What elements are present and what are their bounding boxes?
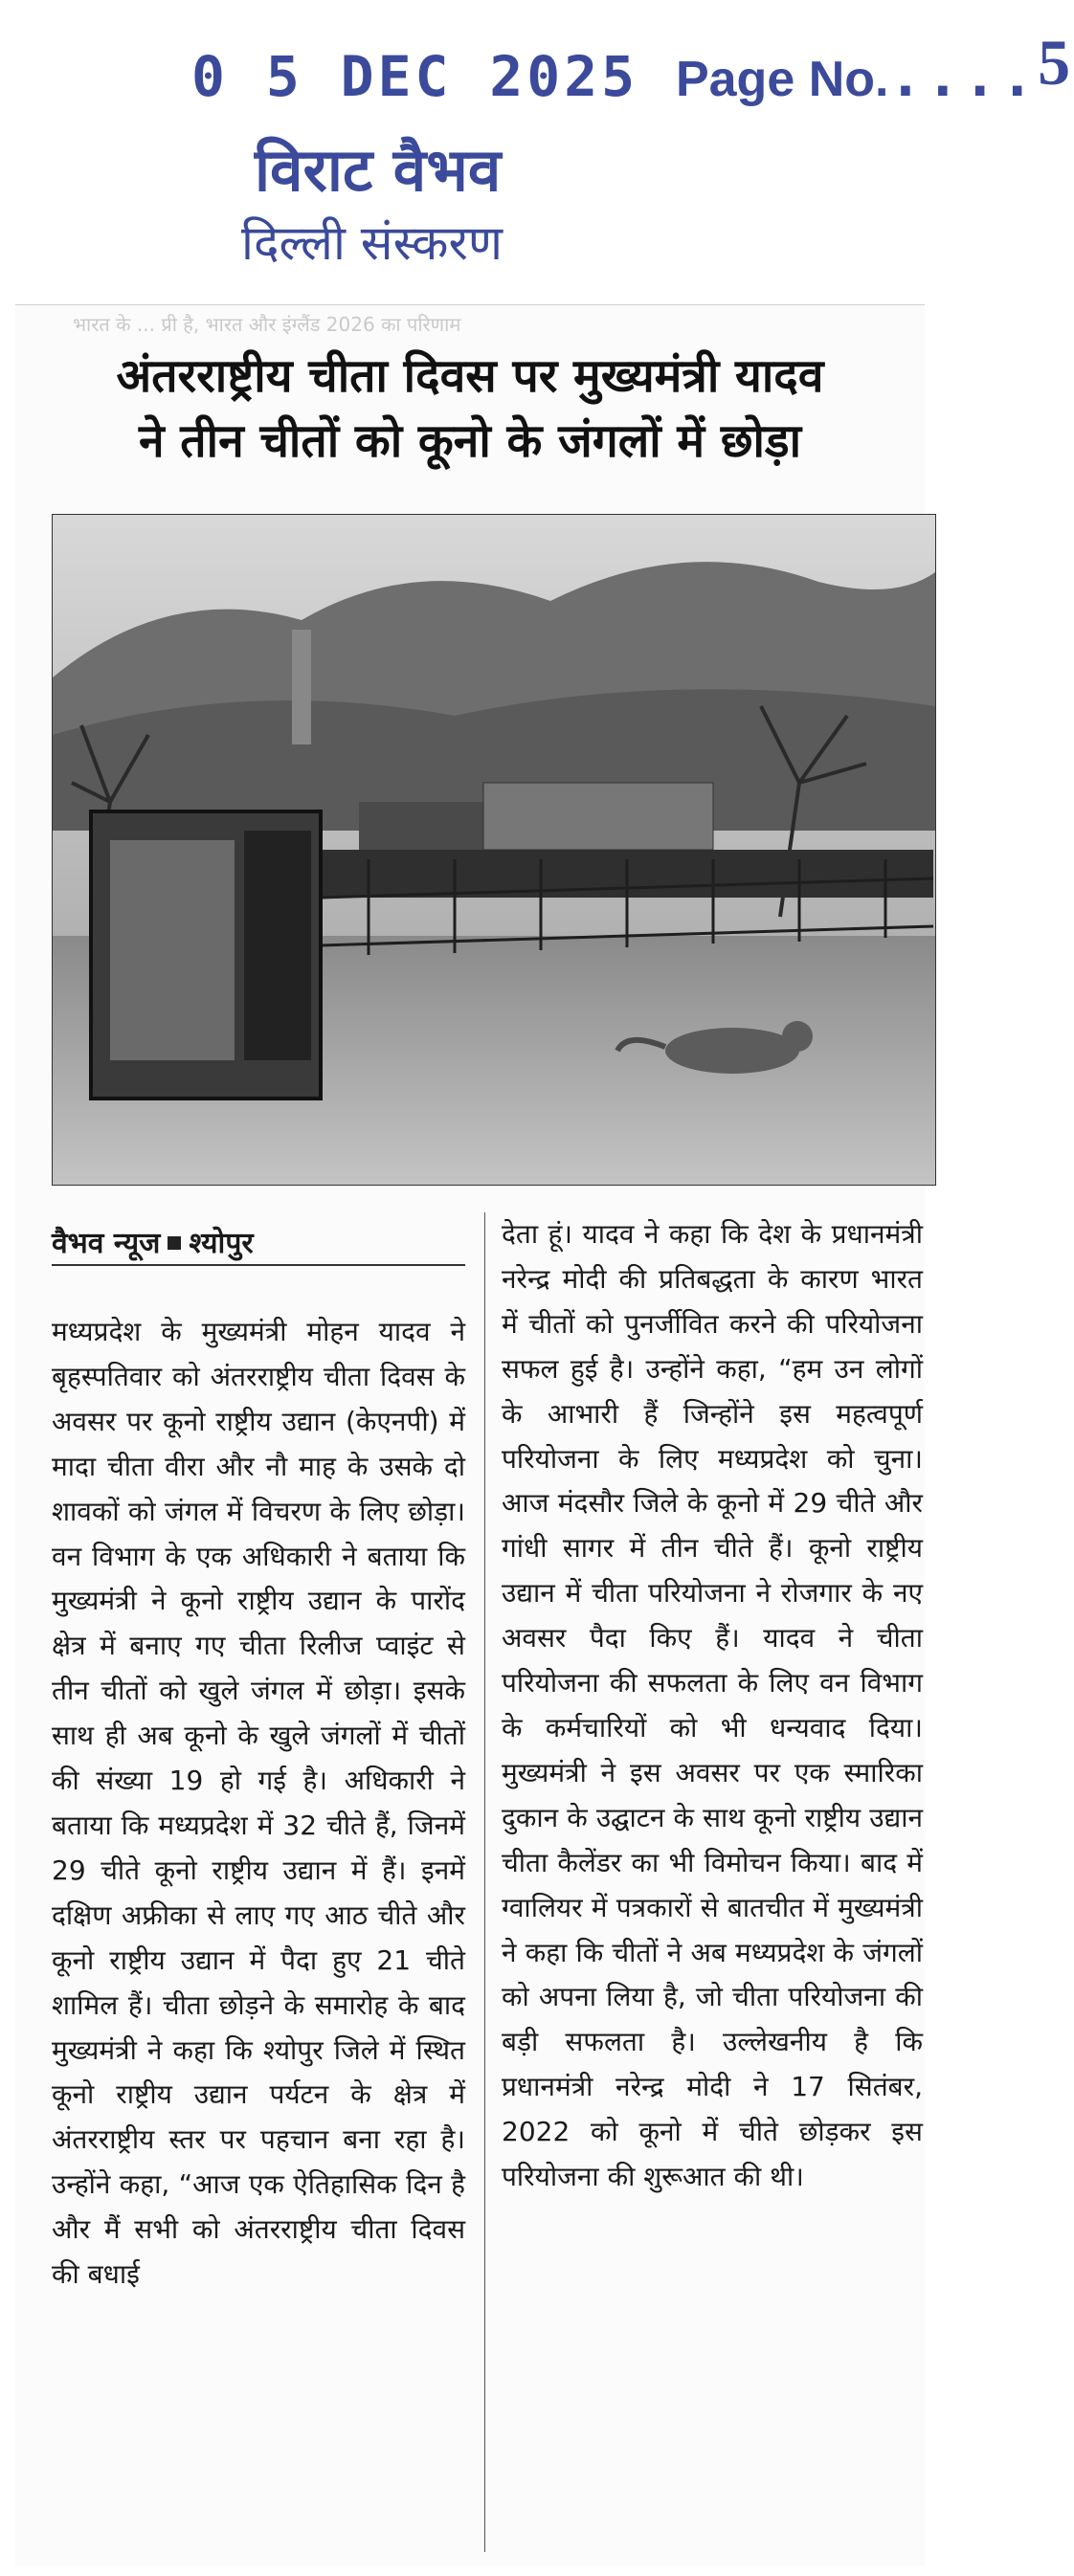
column-divider [484,1212,485,2552]
byline-source: वैभव न्यूज [52,1227,161,1260]
stamp-page-number: 5 [1038,26,1074,99]
article-column-2: देता हूं। यादव ने कहा कि देश के प्रधानमंत्री नरेन्द्र मोदी की प्रतिबद्धता के कारण भारत में चीतों को पुनर्जीवित करने की परियोजना सफल हुई है। उन्होंने कहा, “हम उन लोगों के आभारी हैं जिन्होंने इस महत्वपूर्ण परियोजना के लिए मध्यप्रदेश को चुना। आज मंदसौर जिले के कूनो में 29 चीते और गांधी सागर में तीन चीते हैं। कूनो राष्ट्रीय उद्यान में चीता परियोजना ने रोजगार के नए अवसर पैदा किए हैं। यादव ने चीता परियोजना की सफलता के लिए वन विभाग के कर्मचारियों को भी धन्यवाद दिया। मुख्यमंत्री ने इस अवसर पर एक स्मारिका दुकान के उद्घाटन के साथ कूनो राष्ट्रीय उद्यान चीता कैलेंडर का भी विमोचन किया। बाद में ग्वालियर में पत्रकारों से बातचीत में मुख्यमंत्री ने कहा कि चीतों ने अब मध्यप्रदेश के जंगलों को अपना लिया है, जो चीता परियोजना की बड़ी सफलता है। उल्लेखनीय है कि प्रधानमंत्री नरेन्द्र मोदी ने 17 सितंबर, 2022 को कूनो में चीते छोड़कर इस परियोजना की शुरूआत की थी। [502,1218,923,2193]
stamp-edition: दिल्ली संस्करण [241,215,503,271]
article-column-1: मध्यप्रदेश के मुख्यमंत्री मोहन यादव ने बृहस्पतिवार को अंतरराष्ट्रीय चीता दिवस के अवसर पर कूनो राष्ट्रीय उद्यान (केएनपी) में मादा चीता वीरा और नौ माह के उसके दो शावकों को जंगल में विचरण के लिए छोड़ा। वन विभाग के एक अधिकारी ने बताया कि मुख्यमंत्री ने कूनो राष्ट्रीय उद्यान के पारोंद क्षेत्र में बनाए गए चीता रिलीज प्वाइंट से तीन चीतों को खुले जंगल में छोड़ा। इसके साथ ही अब कूनो के खुले जंगलों में चीतों की संख्या 19 हो गई है। अधिकारी ने बताया कि मध्यप्रदेश में 32 चीते हैं, जिनमें 29 चीते कूनो राष्ट्रीय उद्यान में हैं। इनमें दक्षिण अफ्रीका से लाए गए आठ चीते और कूनो राष्ट्रीय उद्यान में पैदा हुए 21 चीते शामिल हैं। चीता छोड़ने के समारोह के बाद मुख्यमंत्री ने कहा कि श्योपुर जिले में स्थित कूनो राष्ट्रीय उद्यान पर्यटन के क्षेत्र में अंतरराष्ट्रीय स्तर पर पहचान बना रहा है। उन्होंने कहा, “आज एक ऐतिहासिक दिन है और मैं सभी को अंतरराष्ट्रीय चीता दिवस की बधाई [52,1316,465,2291]
photo-illustration [53,515,935,1185]
byline-separator [168,1236,181,1250]
newspaper-clipping [15,304,925,2565]
stamp-newspaper-name: विराट वैभव [255,135,502,205]
headline-line-2: ने तीन चीतों को कूनो के जंगलों में छोड़ा [138,414,802,468]
headline-line-1: अंतरराष्ट्रीय चीता दिवस पर मुख्यमंत्री यादव [116,349,824,403]
article-headline [15,344,925,474]
stamp-page-label: Page No. [675,52,889,107]
date-stamp [191,26,1074,271]
pole [292,630,311,744]
article-byline [52,1222,254,1261]
byline-rule [52,1264,465,1266]
stamp-date-line: 0 5 DEC 2025 Page No.....5 [191,26,1074,109]
bleed-through-text: भारत के ... प्री है, भारत और इंग्लैंड 2026 का परिणाम [73,313,461,336]
cheetah-release-photo [52,514,936,1186]
stamp-date: 0 5 DEC 2025 [191,44,639,109]
byline-place: श्योपुर [189,1227,254,1260]
